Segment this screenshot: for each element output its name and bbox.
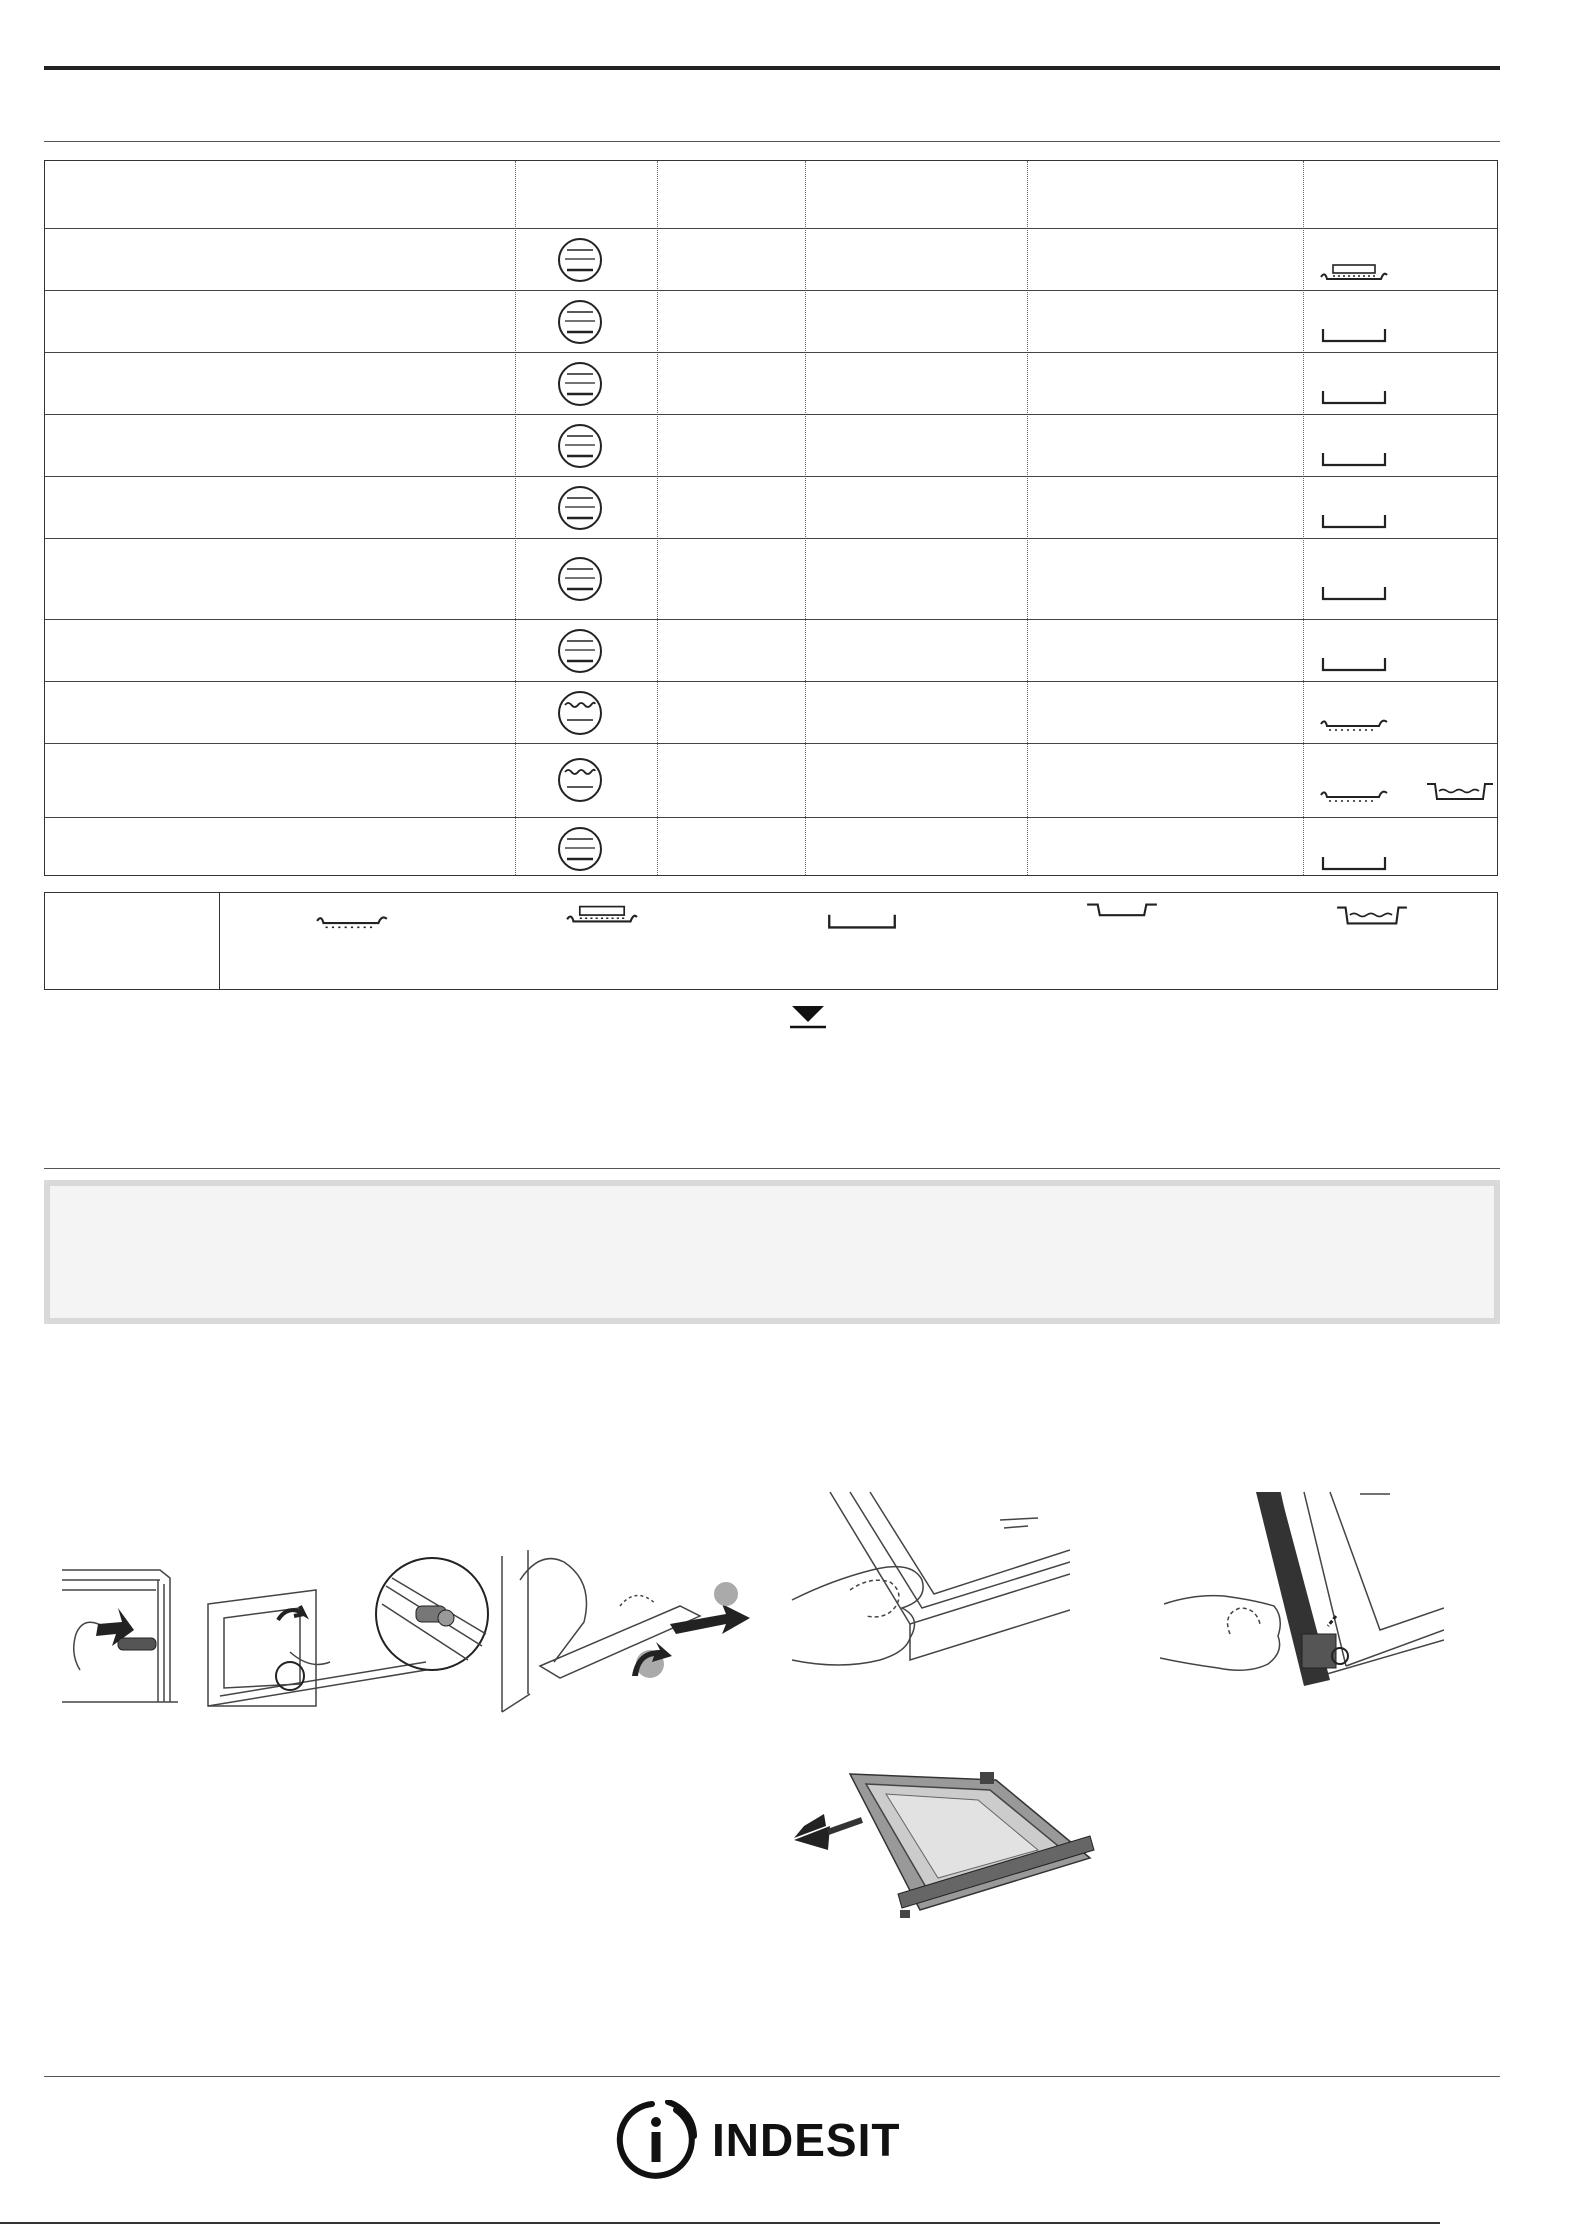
grill-icon: [557, 757, 603, 803]
baking-tray-icon: [1319, 851, 1389, 873]
conventional-icon: [557, 556, 603, 602]
conventional-icon: [557, 826, 603, 872]
conventional-icon: [557, 299, 603, 345]
cooking-table: [44, 160, 1498, 876]
door-glass-profile-figure: [1160, 1490, 1444, 1710]
note-box: [44, 1180, 1500, 1324]
wire-shelf-icon: [315, 909, 389, 935]
brand-logo: [616, 2100, 936, 2180]
door-hinge-detail-figure: [206, 1556, 496, 1712]
conventional-icon: [557, 485, 603, 531]
wire-shelf-on-drip-tray-icon: [565, 901, 639, 927]
conventional-icon: [557, 237, 603, 283]
baking-tray-icon: [1319, 509, 1389, 531]
wire-shelf-icon: [1319, 785, 1389, 807]
baking-tray-icon: [1319, 581, 1389, 603]
wire-shelf-icon: [1319, 714, 1389, 736]
page-bottom-rule: [0, 2222, 1440, 2224]
info-i-logo-icon: [620, 2102, 694, 2176]
section-rule-2: [44, 1168, 1500, 1169]
wire-shelf-on-drip-tray-icon: [1319, 261, 1389, 283]
drip-tray-icon: [1085, 899, 1159, 925]
baking-tray-icon: [825, 907, 899, 933]
section-rule: [44, 141, 1500, 142]
conventional-icon: [557, 628, 603, 674]
brand-name: INDESIT: [712, 2114, 901, 2166]
baking-tray-icon: [1319, 447, 1389, 469]
baking-tray-icon: [1319, 323, 1389, 345]
glass-slide-out-figure: [790, 1770, 1102, 1918]
grill-icon: [557, 690, 603, 736]
drip-tray-with-water-icon: [1335, 903, 1409, 929]
baking-tray-icon: [1319, 652, 1389, 674]
door-removal-figure: [500, 1546, 756, 1716]
accessories-legend: [44, 892, 1498, 990]
conventional-icon: [557, 361, 603, 407]
door-hinge-unlock-figure: [60, 1566, 180, 1706]
down-triangle-icon: [788, 1004, 828, 1030]
baking-tray-icon: [1319, 385, 1389, 407]
conventional-icon: [557, 423, 603, 469]
header-rule: [44, 66, 1500, 70]
footer-rule: [44, 2076, 1500, 2077]
door-glass-grip-figure: [790, 1490, 1070, 1690]
drip-tray-with-water-icon: [1425, 781, 1495, 803]
